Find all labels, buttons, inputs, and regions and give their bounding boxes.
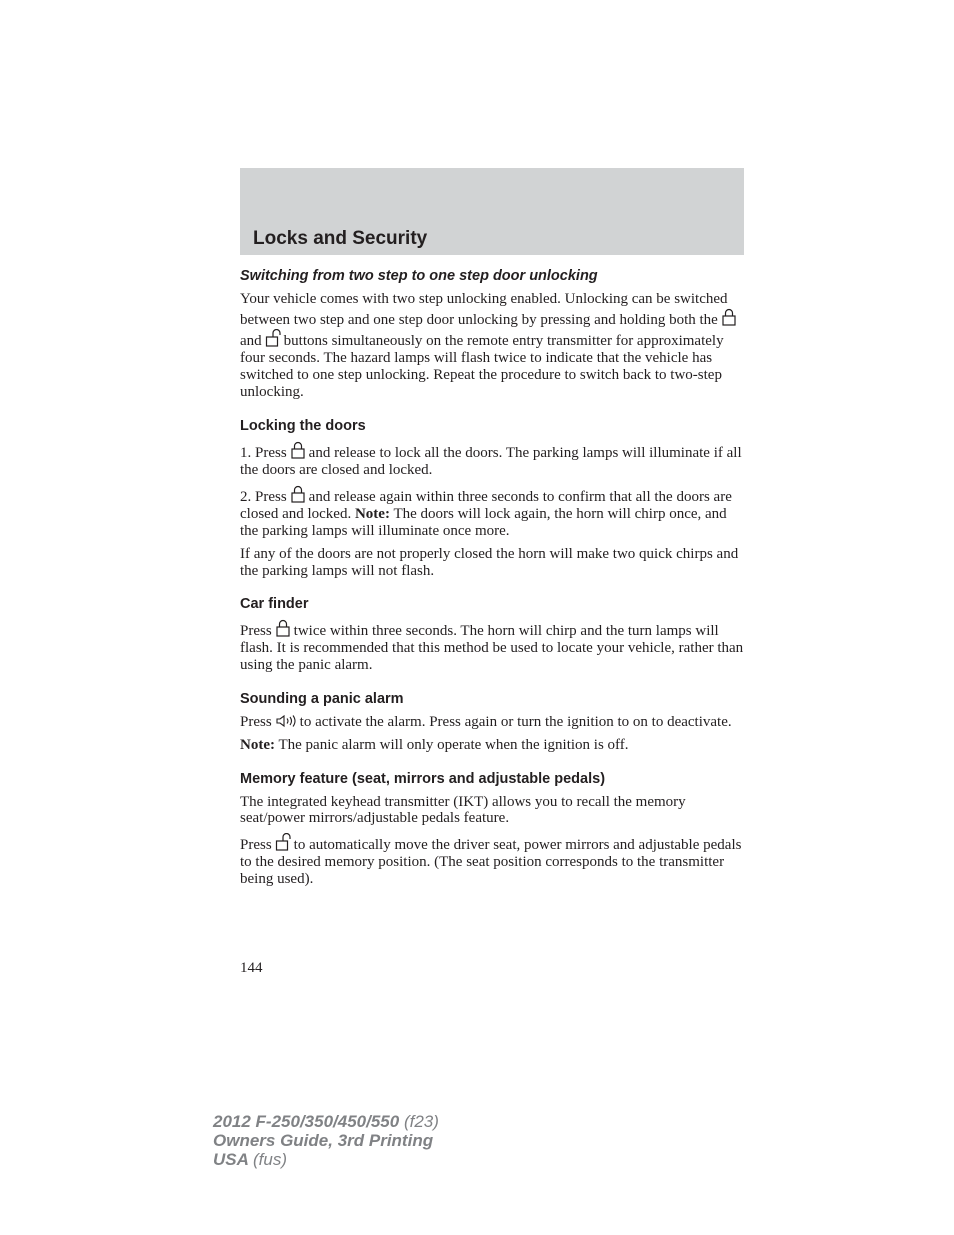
section-heading-memory-feature: Memory feature (seat, mirrors and adjustable pedals) [240, 770, 606, 787]
text-run: (f23) [403, 1112, 439, 1131]
lock-icon [721, 308, 737, 326]
section-panic-alarm [240, 689, 744, 754]
text-run: USA [213, 1150, 249, 1169]
paragraph-car-finder [240, 619, 744, 674]
text-run: The doors will lock again, the horn will chirp once, and the parking lamps will illuminate once more. [240, 506, 727, 539]
footer-line-region [213, 1150, 439, 1169]
footer-line-guide [213, 1131, 439, 1150]
unlock-icon [275, 833, 291, 851]
section-heading-switching: Switching from two step to one step door unlocking [240, 268, 598, 284]
text-run: Press [240, 714, 272, 730]
chapter-header-band [240, 168, 744, 255]
text-run: to automatically move the driver seat, power mirrors and adjustable pedals to the desired memory position. (The seat position corresponds to the transmitter being used). [240, 836, 742, 887]
text-run: (fus) [253, 1150, 287, 1169]
page-number: 144 [240, 960, 263, 976]
text-run: 2. Press [240, 489, 287, 505]
lock-icon [275, 619, 291, 637]
text-run: The panic alarm will only operate when the ignition is off. [278, 737, 629, 753]
text-run: to activate the alarm. Press again or turn the ignition to on to deactivate. [299, 714, 732, 730]
text-run: Your vehicle comes with two step unlocking enabled. Unlocking can be switched between two step and one step door unlocking by pressing and holding both the [240, 291, 728, 328]
paragraph-panic-note [240, 737, 744, 754]
note-label: Note: [354, 506, 390, 522]
paragraph-locking-step1 [240, 441, 744, 479]
section-locking [240, 416, 744, 579]
paragraph-memory-press [240, 833, 744, 888]
footer-publication-info [213, 1112, 439, 1169]
text-run: and release again within three seconds to confirm that all the doors are closed and locked. [240, 489, 732, 522]
paragraph-locking-step2 [240, 485, 744, 540]
text-run: Press [240, 836, 272, 853]
text-run: twice within three seconds. The horn will chirp and the turn lamps will flash. It is recommended that this method be used to locate your vehicle, rather than using the panic alarm. [240, 623, 744, 673]
section-car-finder [240, 594, 744, 674]
paragraph-panic-alarm [240, 714, 744, 731]
lock-icon [290, 441, 306, 459]
text-run: Owners Guide, 3rd Printing [213, 1131, 434, 1150]
text-run: Press [240, 623, 272, 639]
lock-icon [290, 485, 306, 503]
unlock-icon [265, 329, 281, 347]
section-heading-locking: Locking the doors [240, 418, 366, 434]
text-run: 1. Press [240, 445, 287, 461]
section-heading-car-finder: Car finder [240, 596, 309, 612]
chapter-title: Locks and Security [253, 228, 428, 249]
text-run: buttons simultaneously on the remote entry transmitter for approximately four seconds. The hazard lamps will flash twice to indicate that the vehicle has switched to one step unlocking. Repeat the procedure to switch back to two-step unlocking. [240, 333, 724, 400]
section-heading-panic-alarm: Sounding a panic alarm [240, 691, 404, 707]
panic-alarm-icon [275, 714, 297, 728]
note-label: Note: [240, 737, 275, 753]
section-switching [240, 266, 744, 401]
paragraph-locking-chirps: If any of the doors are not properly closed the horn will make two quick chirps and the parking lamps will not flash. [240, 546, 739, 579]
footer-line-model [213, 1112, 439, 1131]
text-run: 2012 F-250/350/450/550 [213, 1112, 400, 1131]
text-run: and release to lock all the doors. The parking lamps will illuminate if all the doors are closed and locked. [240, 445, 742, 478]
page-content [240, 266, 744, 894]
paragraph-memory-intro: The integrated keyhead transmitter (IKT) allows you to recall the memory seat/power mirrors/adjustable pedals feature. [240, 793, 686, 826]
paragraph-switching [240, 291, 744, 401]
section-memory-feature [240, 769, 744, 888]
text-run: and [240, 333, 262, 349]
